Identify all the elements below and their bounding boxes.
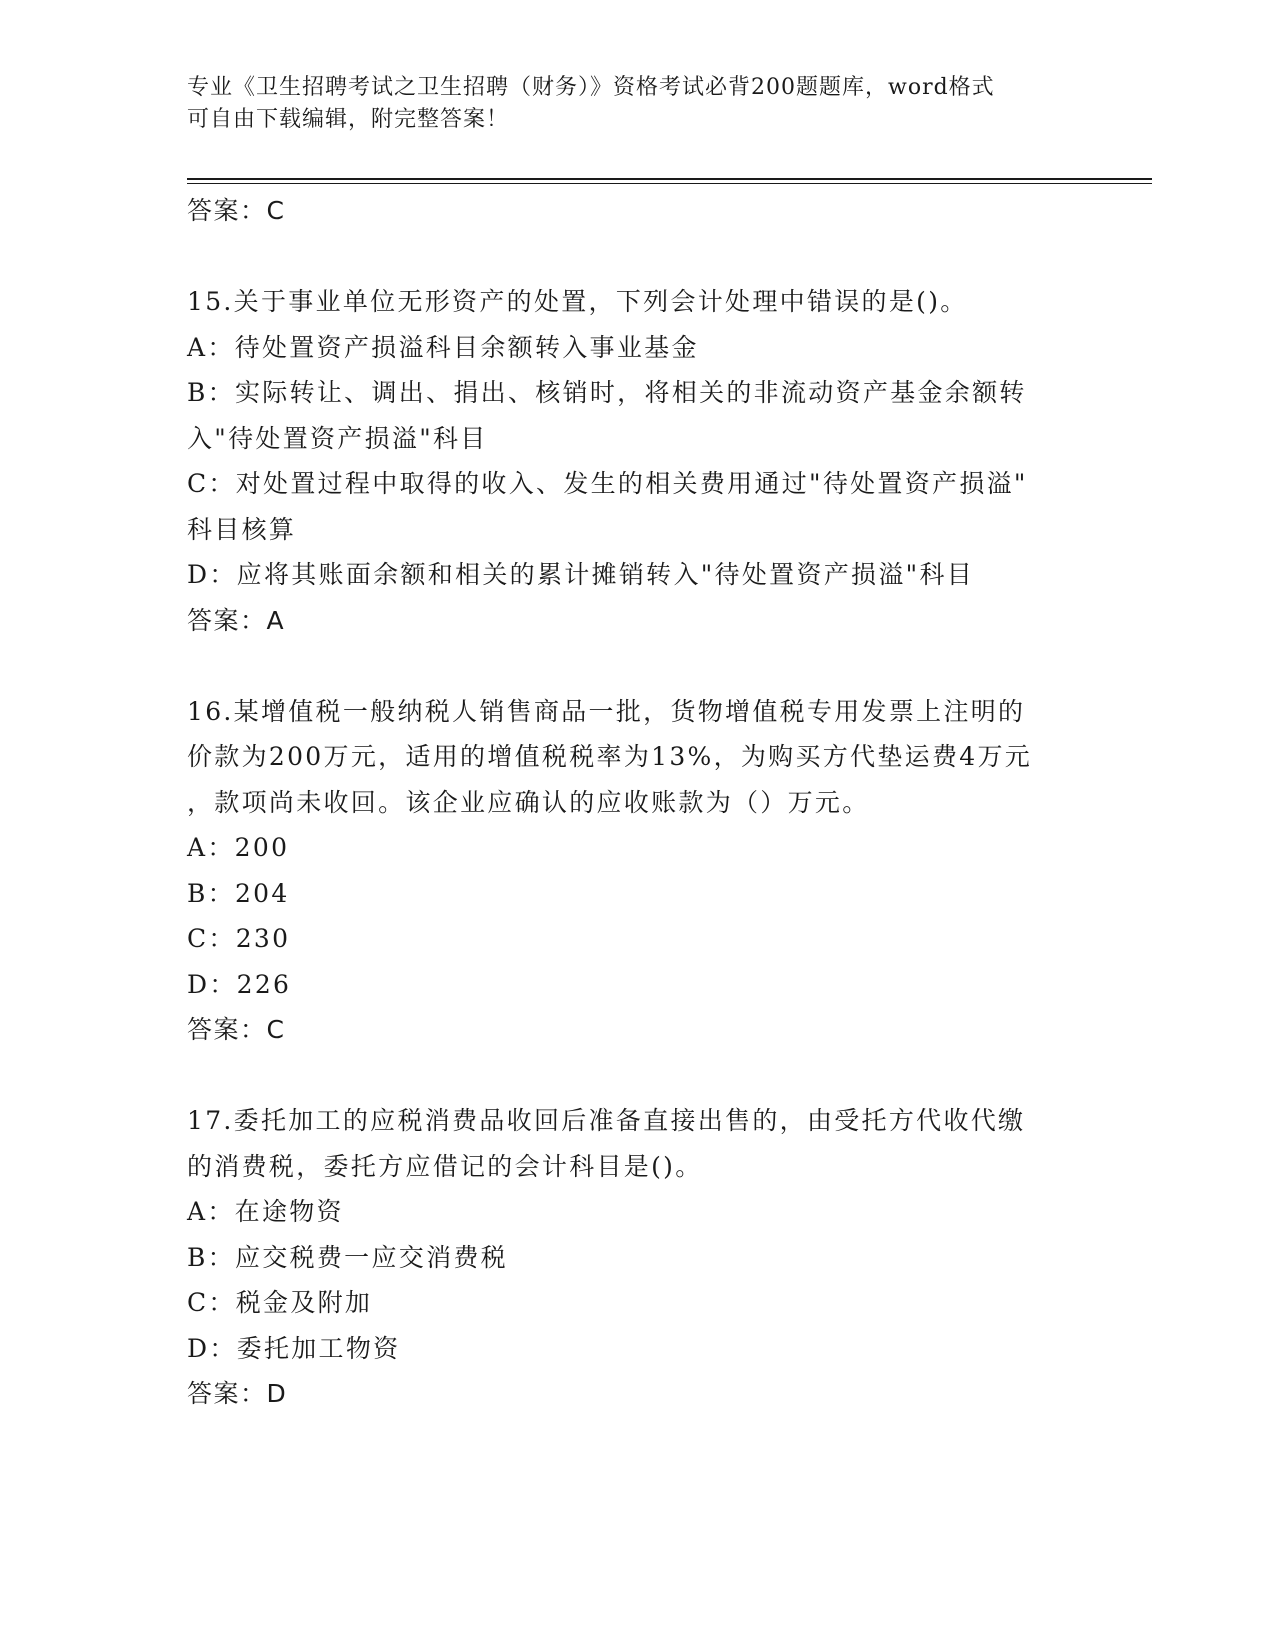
- option-b: B：204: [187, 878, 290, 908]
- question-15: [187, 279, 1087, 643]
- spacer: [187, 234, 1087, 280]
- spacer: [187, 643, 1087, 689]
- header-rule-thick: [187, 178, 1152, 180]
- option-c: C：对处置过程中取得的收入、发生的相关费用通过"待处置资产损溢": [187, 469, 1028, 498]
- answer: 答案：C: [187, 1015, 286, 1044]
- question-16: [187, 689, 1087, 1053]
- question-text: 15.关于事业单位无形资产的处置，下列会计处理中错误的是()。: [187, 287, 968, 316]
- option-b: B：实际转让、调出、捐出、核销时，将相关的非流动资产基金余额转: [187, 378, 1027, 407]
- option-d: D：委托加工物资: [187, 1333, 401, 1363]
- question-text-continued: 价款为200万元，适用的增值税税率为13%，为购买方代垫运费4万元: [187, 742, 1033, 771]
- previous-answer: 答案：C: [187, 196, 286, 225]
- option-c-continued: 科目核算: [187, 514, 297, 544]
- answer: 答案：A: [187, 605, 286, 635]
- question-17: [187, 1098, 1087, 1417]
- option-d: D：应将其账面余额和相关的累计摊销转入"待处置资产损溢"科目: [187, 560, 975, 589]
- spacer: [187, 1053, 1087, 1099]
- question-content: [187, 188, 1087, 1417]
- option-d: D：226: [187, 969, 292, 999]
- header-line-1: 专业《卫生招聘考试之卫生招聘（财务）》资格考试必背200题题库，word格式: [187, 75, 995, 100]
- option-c: C：税金及附加: [187, 1288, 373, 1317]
- question-text: 17.委托加工的应税消费品收回后准备直接出售的，由受托方代收代缴: [187, 1106, 1026, 1135]
- option-a: A：待处置资产损溢科目余额转入事业基金: [187, 332, 699, 362]
- document-header: [187, 72, 1087, 136]
- option-b: B：应交税费一应交消费税: [187, 1242, 508, 1272]
- header-line-2: 可自由下载编辑，附完整答案！: [187, 107, 510, 132]
- question-text-continued: ，款项尚未收回。该企业应确认的应收账款为（）万元。: [187, 787, 870, 817]
- option-b-continued: 入"待处置资产损溢"科目: [187, 423, 488, 453]
- answer: 答案：D: [187, 1379, 288, 1408]
- header-rule-thin: [187, 183, 1152, 184]
- option-a: A：在途物资: [187, 1197, 344, 1226]
- option-a: A：200: [187, 833, 290, 862]
- option-c: C：230: [187, 924, 291, 953]
- question-text: 16.某增值税一般纳税人销售商品一批，货物增值税专用发票上注明的: [187, 696, 1026, 726]
- question-text-continued: 的消费税，委托方应借记的会计科目是()。: [187, 1151, 703, 1181]
